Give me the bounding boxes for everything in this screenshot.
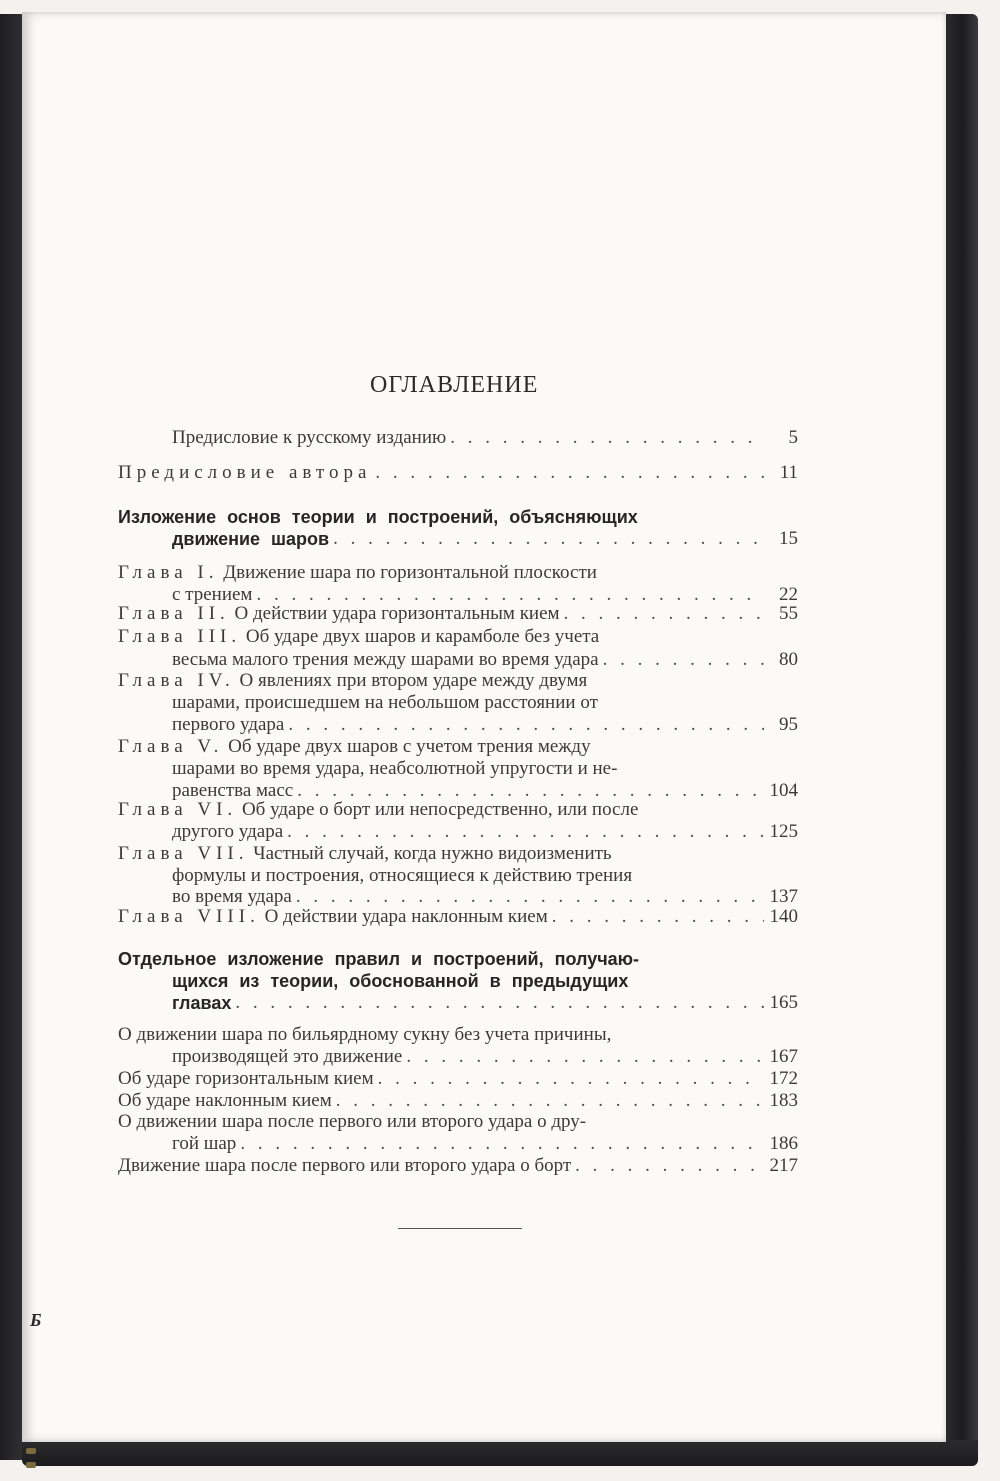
toc-entry-ch3-line1 [118, 626, 798, 648]
entry-title: Предисловие автора [118, 462, 372, 483]
signature-mark: Б [30, 1310, 42, 1330]
entry-title: Об ударе о борт или непосредственно, или после [241, 799, 639, 820]
page-number: 55 [779, 603, 798, 624]
leader-dots [336, 1090, 764, 1112]
leader-dots [552, 906, 764, 928]
entry-title: О явлениях при втором ударе между двумя [239, 670, 588, 691]
entry-title-cont: производящей это движение [172, 1046, 403, 1067]
part1-title-line1: Изложение основ теории и построений, объясняющих [118, 507, 638, 527]
toc-entry-ch2 [118, 603, 798, 625]
toc-entry-s1 [172, 1046, 798, 1068]
page-number: 95 [779, 714, 798, 735]
page-number: 167 [769, 1046, 798, 1067]
chapter-label: Глава II. [118, 603, 230, 624]
part2-title-line1: Отдельное изложение правил и построений, получаю- [118, 949, 640, 969]
toc-entry-ch5-line2: шарами во время удара, неабсолютной упругости и не- [172, 758, 618, 779]
page-number: 137 [769, 886, 798, 907]
toc-entry-s4 [172, 1133, 798, 1155]
entry-title: Об ударе двух шаров с учетом трения между [228, 736, 591, 757]
toc-entry-ch4 [172, 714, 798, 736]
entry-title: главах [172, 993, 232, 1013]
page-number: 22 [779, 584, 798, 605]
leader-dots [603, 649, 764, 671]
toc-entry-ch3 [172, 649, 798, 671]
page-number: 15 [779, 528, 798, 549]
chapter-label: Глава IV. [118, 670, 235, 691]
page-number: 140 [769, 906, 798, 927]
toc-entry-ch6-line1 [118, 799, 798, 821]
chapter-label: Глава V. [118, 736, 224, 757]
entry-title: Движение шара после первого или второго удара о борт [118, 1155, 572, 1176]
page-number: 104 [769, 780, 798, 801]
page-number: 183 [769, 1090, 798, 1111]
toc-entry-part2 [172, 992, 798, 1014]
entry-title: движение шаров [172, 529, 330, 549]
toc-entry-ch6 [172, 821, 798, 843]
entry-title-cont: гой шар [172, 1133, 237, 1154]
page-number: 5 [788, 427, 798, 448]
toc-heading: ОГЛАВЛЕНИЕ [370, 372, 539, 398]
entry-title: Предисловие к русскому изданию [172, 427, 447, 448]
toc-entry-ch4-line2: шарами, происшедшем на небольшом расстоянии от [172, 692, 598, 713]
entry-title: Об ударе наклонным кием [118, 1090, 332, 1111]
toc-entry-s4-line1: О движении шара после первого или второго удара о дру- [118, 1111, 587, 1132]
toc-entry-s5 [118, 1155, 798, 1177]
entry-title: Частный случай, когда нужно видоизменить [253, 843, 612, 864]
toc-entry-ch7 [172, 886, 798, 908]
leader-dots [406, 1046, 764, 1068]
toc-entry-preface-ru [172, 427, 798, 449]
toc-entry-s3 [118, 1090, 798, 1112]
entry-title-cont: с трением [172, 584, 253, 605]
leader-dots [235, 992, 764, 1014]
toc-entry-ch4-line1 [118, 670, 798, 692]
toc-entry-s1-line1: О движении шара по бильярдному сукну без учета причины, [118, 1024, 612, 1045]
toc-entry-ch7-line1 [118, 843, 798, 865]
leader-dots [296, 886, 764, 908]
entry-title: О действии удара наклонным кием [264, 906, 548, 927]
entry-title: Движение шара по горизонтальной плоскости [223, 562, 597, 583]
page-number: 80 [779, 649, 798, 670]
leader-dots [575, 1155, 764, 1177]
toc-entry-part1 [172, 528, 798, 550]
chapter-label: Глава III. [118, 626, 242, 647]
entry-title: Об ударе горизонтальным кием [118, 1068, 374, 1089]
page-number: 172 [769, 1068, 798, 1089]
page-number: 11 [779, 462, 798, 483]
chapter-label: Глава VII. [118, 843, 249, 864]
entry-title: О действии удара горизонтальным кием [234, 603, 560, 624]
leader-dots [450, 427, 764, 449]
chapter-label: Глава I. [118, 562, 219, 583]
page-number: 186 [769, 1133, 798, 1154]
leader-dots [375, 462, 764, 484]
leader-dots [288, 714, 764, 736]
toc-entry-ch7-line2: формулы и построения, относящиеся к действию трения [172, 865, 633, 886]
page-number: 165 [769, 992, 798, 1013]
entry-title-cont: первого удара [172, 714, 285, 735]
toc-entry-ch1-line1 [118, 562, 798, 584]
page-number: 125 [769, 821, 798, 842]
toc-entry-preface-author [118, 462, 798, 484]
toc-entry-s2 [118, 1068, 798, 1090]
leader-dots [287, 821, 764, 843]
entry-title-cont: другого удара [172, 821, 284, 842]
entry-title-cont: во время удара [172, 886, 292, 907]
entry-title-cont: равенства масс [172, 780, 294, 801]
leader-dots [333, 528, 764, 550]
page-number: 217 [769, 1155, 798, 1176]
toc-entry-ch8 [118, 906, 798, 928]
chapter-label: Глава VIII. [118, 906, 260, 927]
entry-title: Об ударе двух шаров и карамболе без учета [245, 626, 600, 647]
toc-entry-ch5-line1 [118, 736, 798, 758]
entry-title-cont: весьма малого трения между шарами во время удара [172, 649, 599, 670]
leader-dots [564, 603, 764, 625]
part2-title-line2: щихся из теории, обоснованной в предыдущих [172, 971, 629, 991]
leader-dots [378, 1068, 764, 1090]
leader-dots [240, 1133, 764, 1155]
closing-rule [398, 1228, 522, 1229]
chapter-label: Глава VI. [118, 799, 238, 820]
